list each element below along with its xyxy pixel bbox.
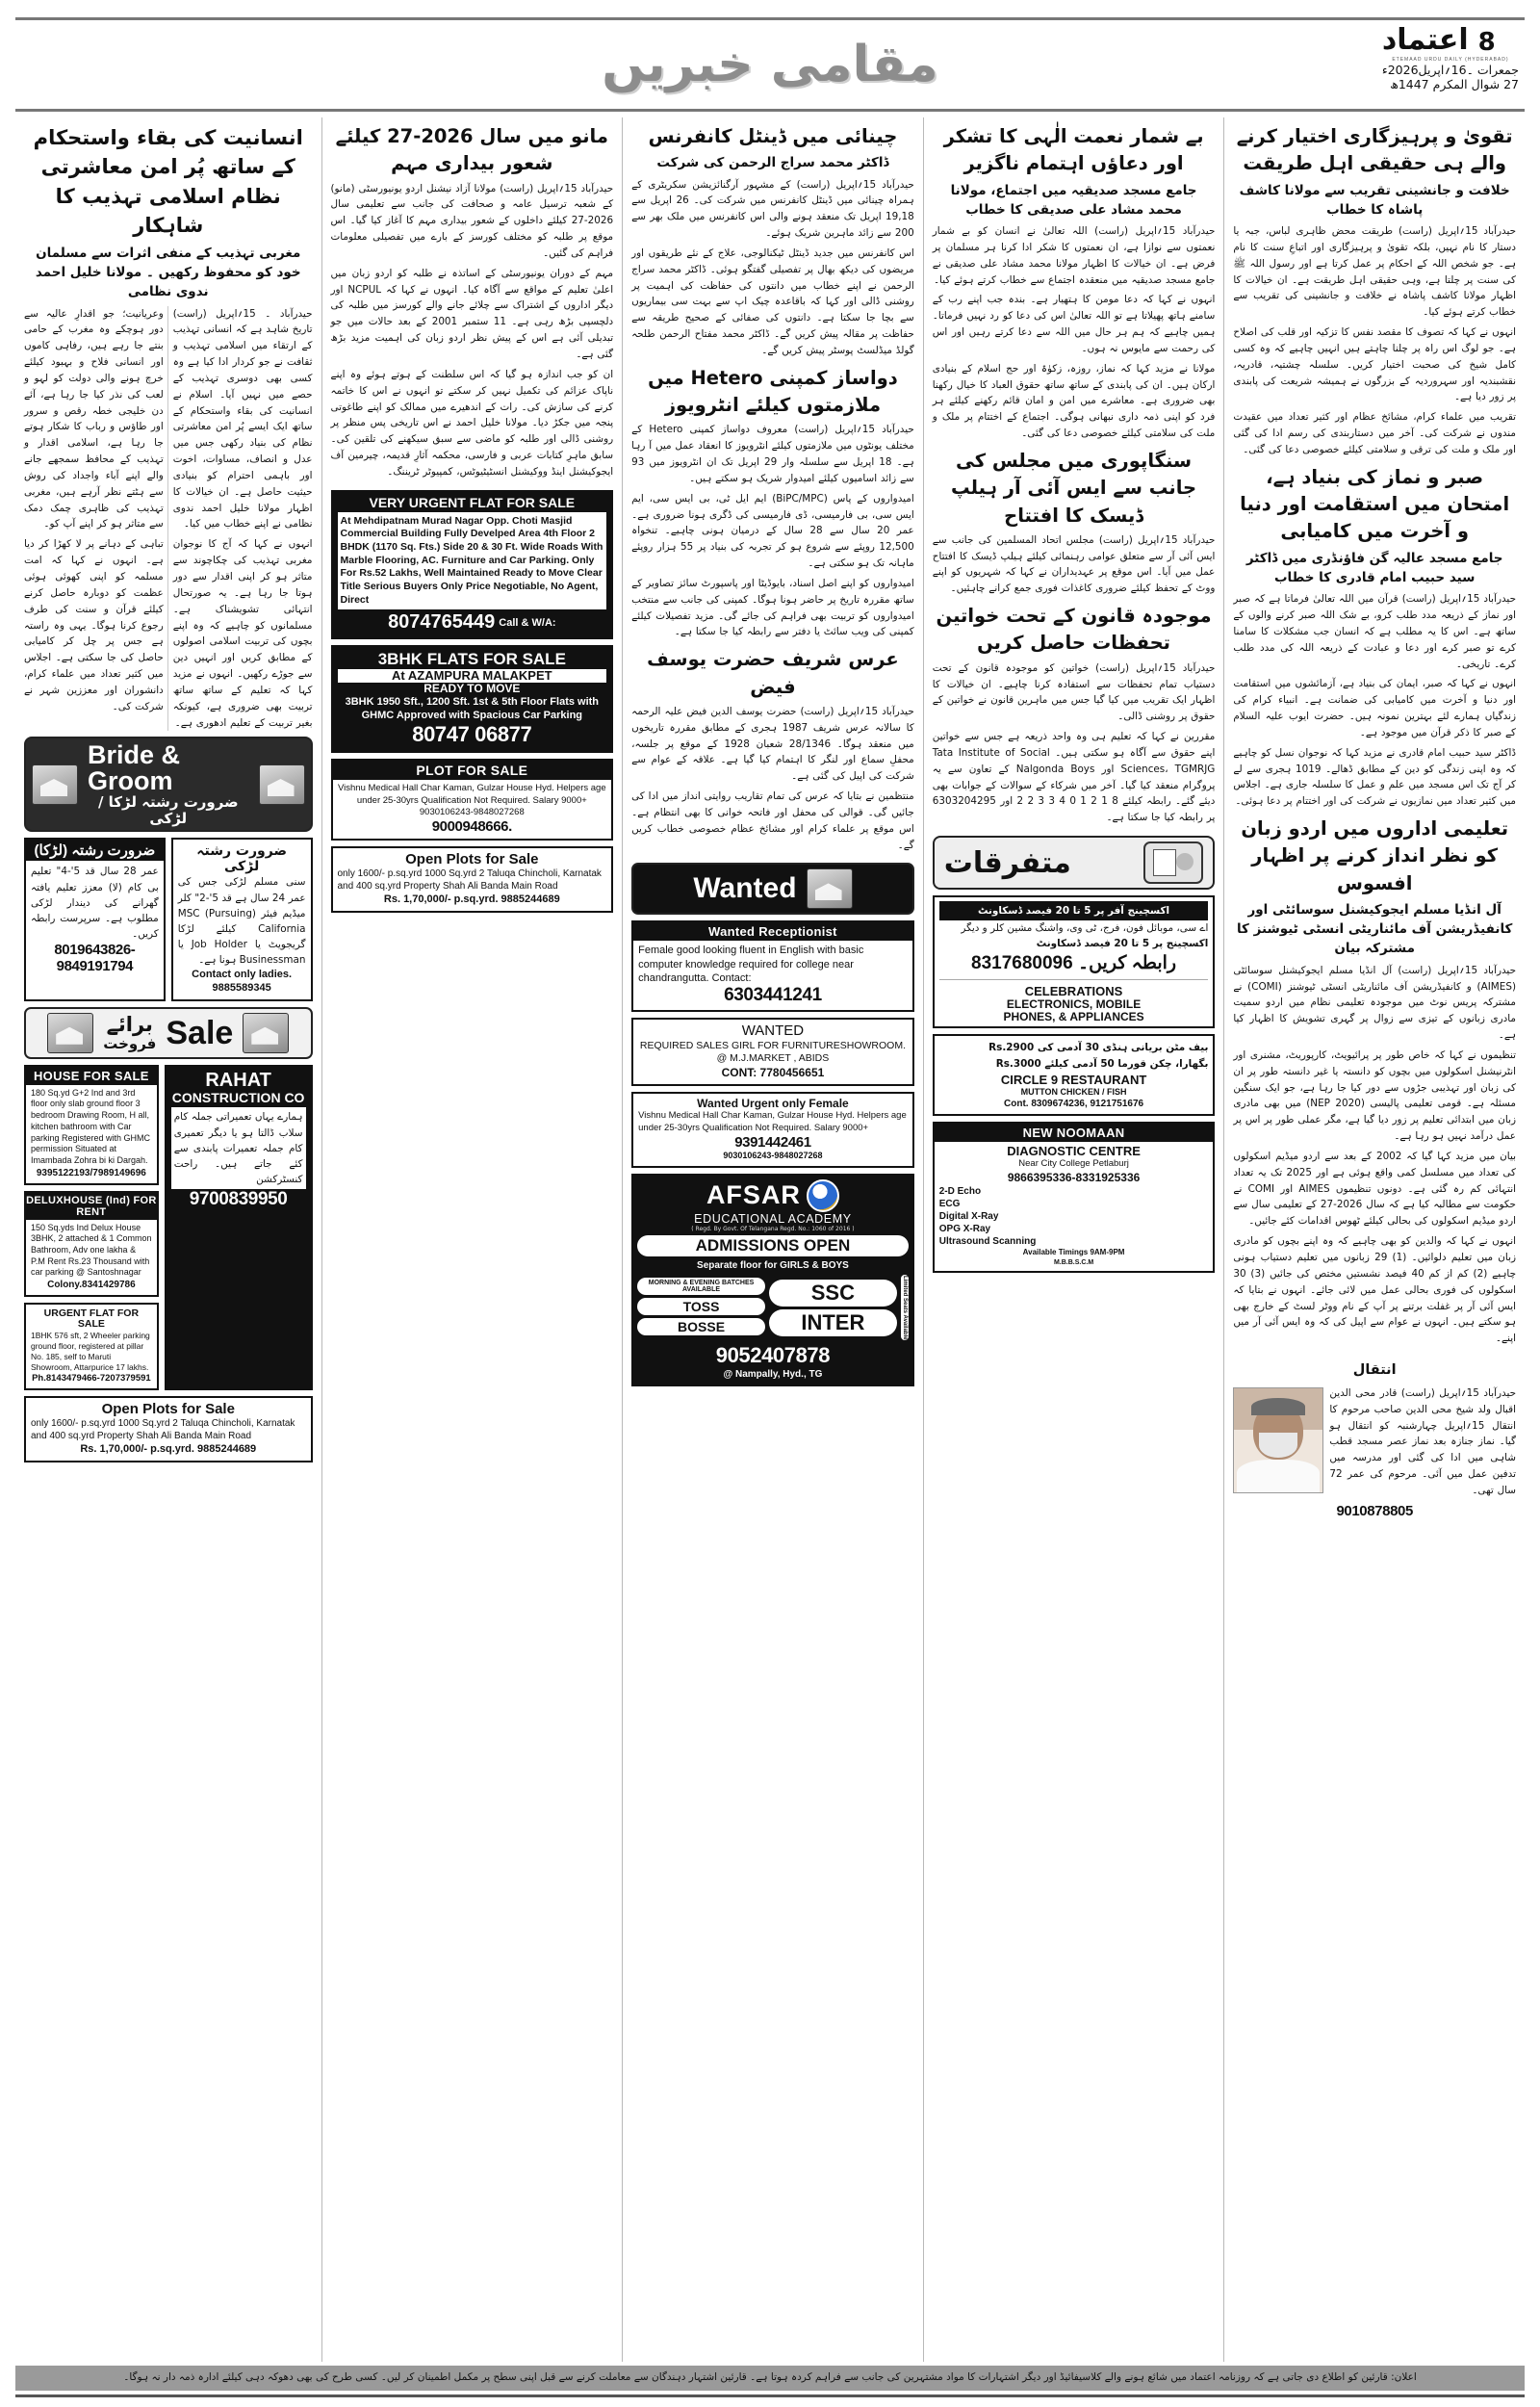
- receptionist-body: Female good looking fluent in English with basic computer knowledge required for college near chandrangutta. Contact:: [638, 945, 864, 985]
- ad-open-plots-sale-2[interactable]: [24, 1396, 313, 1462]
- urgent-flat-phone[interactable]: Ph.8143479466-7207379591: [32, 1372, 151, 1384]
- handshake-icon: [807, 868, 853, 909]
- ad-rishta-ladki[interactable]: [171, 838, 313, 1000]
- ad-open-plots[interactable]: [331, 846, 614, 912]
- groom-photo-icon: [32, 764, 78, 805]
- wanted-banner-title: Wanted: [693, 872, 797, 905]
- article-body: مولانا نے مزید کہا کہ نماز، روزہ، زکوٰۃ اور حج اسلام کے بنیادی ارکان ہیں۔ ان کی پابندی کے ساتھ ساتھ حقوق العباد کا خیال رکھنا بھی ضروری ہے۔ معاشرے میں امن و امان قائم رکھنے کیلئے ہر فرد کو اپنی ذمہ داری نبھانی ہوگی۔ اجتماع کے اختتام پر ملک و ملت کی سلامتی کیلئے خصوصی دعا کی گئی۔: [932, 362, 1216, 440]
- open-plots-body-2: only 1600/- p.sq.yrd 1000 Sq.yrd 2 Taluqa Chincholi, Karnatak and 400 sq.yrd Property Shah Ali Banda Main Road: [31, 1418, 295, 1442]
- brand-name: اعتماد: [1381, 23, 1469, 57]
- article-body: بیان میں مزید کہا گیا کہ 2002 کے بعد سے اردو میڈیم اسکولوں کی تعداد میں مسلسل کمی واقع ہوئی ہے اور 2025 تک یہ تعداد انتہائی کم رہ گئی ہے۔ دونوں تنظیموں AIMES اور COMI نے حکومت سے مطالبہ کیا ہے کہ سال 2026-27 کے تعلیمی سال سے اردو میڈیم اسکولوں کی بحالی کیلئے ٹھوس اقدامات کئے جائیں۔: [1233, 1150, 1516, 1228]
- headline-lead: انسانیت کی بقاء واستحکام کے ساتھ پُر امن معاشرتی نظام اسلامی تہذیب کا شاہکار: [33, 126, 303, 238]
- plot-title: PLOT FOR SALE: [333, 761, 612, 780]
- afsar-ssc: SSC: [769, 1280, 897, 1307]
- ad-very-urgent-flat[interactable]: [331, 490, 614, 640]
- celebrations-name2: ELECTRONICS, MOBILE: [1006, 996, 1142, 1011]
- article-body: حیدرآباد 15؍اپریل (راست) مولانا آزاد نیشنل اردو یونیورسٹی (مانو) کے شعبہ ترسیل عامہ و صحافت کی جانب سے تعلیمی سال 2026-27 کیلئے داخلوں کے شعور بیداری مہم کا آغاز کیا گیا۔ اس موقع پر طلبہ کو مختلف کورسز کے بارے میں تفصیلی معلومات فراہم کی گئیں۔: [330, 182, 614, 259]
- article-body: تقریب میں علماء کرام، مشائخ عظام اور کثیر تعداد میں عقیدت مندوں نے شرکت کی۔ آخر میں دستاربندی کی رسم ادا کی گئی اور ملک و ملت کی ترقی و سلامتی کیلئے خصوصی دعا کی گئی۔: [1233, 411, 1516, 455]
- classified-disclaimer: اعلان: قارئین کو اطلاع دی جاتی ہے کہ روزنامہ اعتماد میں شائع ہونے والے کلاسیفائیڈ اور دیگر اشتہارات کا مواد مشتہرین کی جانب سے فراہم کردہ ہوتا ہے۔ قارئین اشتہار دہندگان سے معاملت کرنے سے قبل اپنی سطح پر مکمل اطمینان کر لیں۔ کسی طرح کی بھی دھوکہ دہی کیلئے ادارہ ذمہ دار نہ ہوگا۔: [15, 2366, 1525, 2391]
- column-1: [15, 117, 321, 2362]
- article-body: انہوں نے کہا کہ آج کا نوجوان مغربی تہذیب کی چکاچوند سے متاثر ہو کر اپنی اقدار سے دور ہوتا جا رہا ہے۔ یہ صورتحال انتہائی تشویشناک ہے۔ مسلمانوں کو چاہیے کہ وہ اپنے بچوں کی تربیت اسلامی اصولوں کے مطابق کریں اور انہیں دین سے جوڑے رکھیں۔ انہوں نے مزید کہا کہ تعلیم کے ساتھ ساتھ تربیت بھی ضروری ہے، کیونکہ بغیر تربیت کے تعلیم ادھوری ہے۔: [172, 538, 313, 729]
- afsar-seats: Limited Seats Available: [901, 1275, 908, 1340]
- afsar-address: @ Nampally, Hyd., TG: [723, 1369, 823, 1381]
- ad-new-noomaan-diagnostic[interactable]: [933, 1122, 1216, 1272]
- house-sale-body: 180 Sq.yd G+2 Ind and 3rd floor only slab ground floor 3 bedroom Drawing Room, H all, kitchen bathroom with Car parking Registered with GHMC permission Situated at Imambada Zohra bi ki Dargah.: [31, 1087, 151, 1165]
- article-body: تباہی کے دہانے پر لا کھڑا کر دیا ہے۔ انہوں نے کہا کہ امت مسلمہ کو اپنی کھوئی ہوئی عظمت کو دوبارہ حاصل کرنے کیلئے قرآن و سنت کی طرف رجوع کرنا ہوگا۔ یہی وہ راستہ ہے جس پر چل کر کامیابی حاصل کی جا سکتی ہے۔ اجلاس میں کثیر تعداد میں علماء کرام، دانشوران اور معززین شہر نے شرکت کی۔: [24, 538, 164, 712]
- open-plots-body: only 1600/- p.sq.yrd 1000 Sq.yrd 2 Taluqa Chincholi, Karnatak and 400 sq.yrd Property Shah Ali Banda Main Road: [337, 868, 602, 893]
- headline-sabr: صبر و نماز کی بنیاد ہے، امتحان میں استقامت اور دنیا و آخرت میں کامیابی: [1240, 465, 1510, 543]
- article-body: حیدرآباد 15؍اپریل (راست) خواتین کو موجودہ قانون کے تحت دستیاب تمام تحفظات سے استفادہ کرنا چاہیے۔ ان خیالات کا اظہار ایک تقریب میں کیا گیا جس میں ماہرین قانون نے خواتین کے حقوق پر روشنی ڈالی۔: [932, 661, 1216, 723]
- article-body: حیدرآباد 15؍اپریل (راست) آل انڈیا مسلم ایجوکیشنل سوسائٹی (AIMES) و کانفیڈریشن آف مائناریٹی انسٹی ٹیوشنز (COMI) نے مشترکہ پریس نوٹ میں موجودہ تعلیمی نظام میں اردو سمیت مادری زبانوں کے تیزی سے زوال پر گہری تشویش کا اظہار کیا ہے۔: [1233, 964, 1516, 1042]
- subhead-masjid-siddiqia: جامع مسجد صدیقیہ میں اجتماع، مولانا محمد مشاد علی صدیقی کا خطاب: [950, 182, 1197, 218]
- afsar-inter: INTER: [769, 1309, 897, 1336]
- matrimonial-ads: [24, 737, 313, 1467]
- noomaan-address: Near City College Petlaburj: [1018, 1158, 1129, 1170]
- article-body: حیدرآباد 15؍اپریل (راست) حضرت یوسف الدین فیض علیہ الرحمہ کا سالانہ عرس شریف 1987 ہجری کے مطابق مقررہ تاریخوں میں منعقد ہوگا۔ 28/1346 شعبان 1928 کے موقع پر جلسہ، محفلِ سماع اور لنگر کا اہتمام کیا گیا ہے۔ علاقہ کے عوام سے شرکت کی اپیل کی گئی ہے۔: [631, 705, 914, 783]
- ad-wanted-sales-girl[interactable]: [631, 1018, 914, 1086]
- noomaan-service-1: ECG: [938, 1199, 961, 1210]
- rishta-ladki-body: سنی مسلم لڑکی جس کی عمر 24 سال ہے قد 5'-2" کلر میڈیم فیئر MSC (Pursuing) California کیلئے لڑکا گریجویٹ یا Job Holder یا Businessman ہونا ہے۔: [177, 876, 306, 967]
- noomaan-footer: M.B.B.S.C.M: [1053, 1258, 1094, 1266]
- headline-manuu-campaign: مانو میں سال 2026-27 کیلئے شعور بیداری مہم: [335, 125, 608, 175]
- circle9-name: CIRCLE 9 RESTAURANT: [1000, 1072, 1147, 1087]
- delux-phone[interactable]: Colony.8341429786: [47, 1280, 136, 1291]
- subhead-masjid-aaliya: جامع مسجد عالیہ گن فاؤنڈری میں ڈاکٹر سید حبیب امام قادری کا خطاب: [1245, 550, 1503, 585]
- rishta-ladka-heading: ضرورت رشتہ (لڑکا): [26, 840, 164, 861]
- noomaan-title2: DIAGNOSTIC CENTRE: [1007, 1144, 1141, 1159]
- subhead-lead: مغربی تہذیب کے منفی اثرات سے مسلمان خود کو محفوظ رکھیں ۔ مولانا خلیل احمد ندوی نظامی: [35, 245, 301, 300]
- ad-urgent-flat-sale[interactable]: [24, 1303, 159, 1390]
- article-body: انہوں نے کہا کہ صبر، ایمان کی بنیاد ہے، آزمائشوں میں استقامت اور دنیا و آخرت میں کامیابی کی ضمانت ہے۔ انبیاء کرام کی زندگیاں ہمارے لئے بہترین نمونہ ہیں۔ حضرت ایوب علیہ السلام کے صبر کا ذکر قرآن میں موجود ہے۔: [1233, 678, 1516, 738]
- headline-niamat: بے شمار نعمت الٰہی کا تشکر اور دعاؤں اہتمام ناگزیر: [943, 125, 1204, 175]
- very-urgent-flat-title: VERY URGENT FLAT FOR SALE: [369, 494, 576, 510]
- noomaan-service-0: 2-D Echo: [938, 1186, 982, 1198]
- ad-rahat-construction[interactable]: [165, 1065, 313, 1390]
- headline-hetero-jobs: دواساز کمپنی Hetero میں ملازمتوں کیلئے انٹرویوز: [648, 366, 898, 417]
- celebrations-name3: PHONES, & APPLIANCES: [1003, 1009, 1144, 1023]
- article-body: حیدرآباد 15؍اپریل (راست) معروف دواساز کمپنی Hetero کے مختلف یونٹوں میں ملازمتوں کیلئے انٹرویوز کا انعقاد عمل میں آ رہا ہے۔ 18 اپریل سے سلسلہ وار 29 اپریل تک ان انٹرویوز میں 93 سے زائد اسامیوں کیلئے امیدوار شریک ہو سکتے ہیں۔: [631, 424, 914, 484]
- bhk3-ready: READY TO MOVE: [424, 681, 521, 695]
- bride-groom-title-en: Bride & Groom: [88, 740, 181, 796]
- ad-3bhk-flats[interactable]: [331, 645, 614, 753]
- open-plots-title: Open Plots for Sale: [405, 851, 539, 868]
- afsar-bosse: BOSSE: [637, 1318, 765, 1335]
- wanted-female-body: Vishnu Medical Hall Char Kaman, Gulzar House Hyd. Helpers age under 25-30yrs Qualification Not Required. Salary 9000+: [638, 1110, 907, 1133]
- biryani-line1: بیف مٹن بریانی ہنڈی 30 آدمی کی Rs.2900: [988, 1042, 1209, 1054]
- ad-biryani-circle9[interactable]: [933, 1034, 1216, 1116]
- article-body: مہم کے دوران یونیورسٹی کے اساتذہ نے طلبہ کو اردو زبان میں اعلیٰ تعلیم کے مواقع سے آگاہ کیا۔ انہوں نے کہا کہ NCPUL اور دیگر اداروں کے اشتراک سے چلائے جانے والے کورسز میں طلبہ کی دلچسپی بڑھ رہی ہے۔ 11 ستمبر 2001 کے بعد حالات میں جو تبدیلی آئی ہے اس کے پیش نظر اردو زبان کی اہمیت مزید بڑھ گئی ہے۔: [330, 267, 614, 360]
- wanted-female-phone2[interactable]: 9030106243-9848027268: [723, 1151, 823, 1161]
- rahat-name2: CONSTRUCTION CO: [171, 1090, 305, 1106]
- ad-wanted-female[interactable]: [631, 1092, 914, 1167]
- urgent-flat-body: 1BHK 576 sft, 2 Wheeler parking ground floor, registered at pillar No. 185, self to Maruti Showroom, Attarpurice 17 lakhs.: [31, 1330, 150, 1372]
- plot-body: Vishnu Medical Hall Char Kaman, Gulzar House Hyd. Helpers age under 25-30yrs Qualification Not Required. Salary 9000+ 9030106243-9848027268: [338, 783, 606, 817]
- headline-dental-conference: چینائی میں ڈینٹل کانفرنس: [648, 125, 898, 147]
- bhk3-phone[interactable]: 80747 06877: [412, 722, 532, 747]
- noomaan-service-2: Digital X-Ray: [938, 1211, 999, 1223]
- article-body: ان کو جب اندازہ ہو گیا کہ اس سلطنت کے ہوتے ہوئے وہ اپنے ناپاک عزائم کی تکمیل نہیں کر سکتے تو انہوں نے اس کا خاتمہ کرنے کی سازش کی۔ رات کے اندھیرے میں ممالک کو اپنے طاغوتی پنجہ میں جکڑ دیا۔ مولانا خلیل احمد نے اس تاریخی پس منظر پر روشنی ڈالی اور طلبہ کو ماضی سے سبق سیکھنے کی تلقین کی۔ سابق ماہرِ کتابات عربی و فارسی، محکمہ آثارِ قدیمہ، چیرمین آف ایجوکیشنل اینڈ ووکیشنل انسٹیٹیوٹس، کمپیوٹر ٹریننگ۔: [330, 368, 614, 478]
- exchange-offer-line2: اے سی، موبائل فون، فرج، ٹی وی، واشنگ مشین کلر و دیگر: [961, 922, 1209, 935]
- subhead-khilafat: خلافت و جانشینی تقریب سے مولانا کاشف پاشاہ کا خطاب: [1239, 182, 1510, 218]
- subhead-dr-siraj: ڈاکٹر محمد سراج الرحمن کی شرکت: [656, 155, 889, 171]
- lead-article-body: [24, 306, 313, 732]
- article-body: انہوں نے کہا کہ والدین کو بھی چاہیے کہ وہ اپنے بچوں کو مادری زبان میں تعلیم دلوائیں۔ (1) 29 زبانوں میں تعلیم دستیاب ہونی چاہیے (2) کم از کم 40 فیصد نشستیں مختص کی جائیں (3) 30 اسکولوں کی فوری بحالی عمل میں لائی جائے۔ انہوں نے بتایا کہ ایس آئی آر پر غفلت برتنے پر آپ کے نام ووٹر لسٹ کے خارج بھی ہو سکتے ہیں۔ انہوں نے عوام سے اپیل کی کہ وہ ایس آئی آر میں اپنے۔: [1233, 1235, 1517, 1345]
- article-body: منتظمین نے بتایا کہ عرس کی تمام تقاریب روایتی انداز میں ادا کی جائیں گی۔ قوالی کی محفل اور فاتحہ خوانی کا بھی انتظام ہے۔ اس موقع پر علماء کرام اور مشائخ عظام خصوصی خطاب کریں گے۔: [631, 790, 914, 851]
- property-pair-1: [24, 1065, 313, 1396]
- misc-banner-title: متفرقات: [943, 845, 1071, 880]
- rishta-ladka-body: عمر 28 سال قد 5'-4" تعلیم بی کام (لا) معزز تعلیم یافتہ گھرانے کی دیندار لڑکی مطلوب ہے۔ سرپرست رابطہ کریں۔: [31, 866, 159, 940]
- house-icon-left: [243, 1013, 289, 1053]
- circle9-phone[interactable]: Cont. 8309674236, 9121751676: [1004, 1099, 1144, 1110]
- headline-urs-sharif: عرس شریف حضرت یوسف فیض: [647, 648, 899, 698]
- celebrations-name1: CELEBRATIONS: [1024, 983, 1123, 998]
- article-body: انہوں نے کہا کہ دعا مومن کا ہتھیار ہے۔ بندہ جب اپنے رب کے سامنے ہاتھ پھیلاتا ہے تو اللہ تعالیٰ اس کی دعا کو رد نہیں فرماتا۔ ہمیں چاہیے کہ ہم ہر حال میں اللہ سے دعا کرتے رہیں اور اس کی رحمت سے مایوس نہ ہوں۔: [932, 294, 1216, 354]
- obituary-photo: [1233, 1387, 1323, 1493]
- wanted-sales-contact[interactable]: CONT: 7780456651: [721, 1065, 825, 1079]
- very-urgent-flat-call-label: Call & W/A:: [499, 616, 556, 629]
- footer-rule: [15, 2394, 1525, 2397]
- delux-title: DELUXHOUSE (Ind) FOR RENT: [26, 1194, 157, 1218]
- afsar-name: AFSAR: [706, 1180, 801, 1210]
- noomaan-title1: NEW NOOMAAN: [935, 1124, 1214, 1142]
- rishta-ladka-contact[interactable]: 8019643826-9849191794: [54, 942, 136, 975]
- article-body: امیدواروں کے پاس (BiPC/MPC) ایم ایل ٹی، بی ایس سی، ایم ایس سی، بی فارمیسی، ڈی فارمیسی کی ڈگری ہونا ضروری ہے۔ عمر 20 سال سے 28 سال کے درمیان ہونی چاہیے۔ تنخواہ 12,500 روپئے سے شروع ہو کر تجربہ کی بنیاد پر 55 ہزار روپئے ماہانہ تک ہو سکتی ہے۔: [631, 492, 914, 570]
- bride-groom-title-ur: ضرورت رشتہ لڑکا / لڑکی: [97, 793, 239, 827]
- bride-photo-icon: [259, 764, 305, 805]
- article-body: ڈاکٹر سید حبیب امام قادری نے مزید کہا کہ نوجوان نسل کو چاہیے کہ وہ اپنی زندگی کو دین کے مطابق ڈھالے۔ 1019 ہجری سے لے کر آج تک اس مسجد میں علم و عمل کا سلسلہ جاری ہے۔ اجلاس میں کثیر تعداد میں نمازیوں نے شرکت کی اور اختتام پر دعا ہوئی۔: [1233, 746, 1516, 808]
- wanted-banner: [631, 863, 914, 915]
- hand-document-icon: [1143, 841, 1203, 884]
- wanted-ads-column: [631, 863, 914, 1392]
- headline-taqwa: تقویٰ و پرہیزگاری اختیار کرنے والے ہی حقیقی اہل طریقت: [1236, 125, 1513, 175]
- afsar-admissions-open: ADMISSIONS OPEN: [637, 1235, 909, 1256]
- article-body: حیدرآباد 15؍اپریل (راست) کے مشہور آرگنائزیشن سکریٹری کے ہمراہ چینائی میں ڈینٹل کانفرنس میں شرکت کی۔ 26 اپریل سے 19,18 اپریل تک منعقد ہونے والی اس کانفرنس میں ملک بھر سے 200 سے زائد ماہرین شریک ہوئے۔: [631, 178, 914, 240]
- biryani-line2: بگھارا، چکن قورما 50 آدمی کیلئے Rs.3000: [995, 1057, 1209, 1070]
- property-stack: [24, 1065, 159, 1396]
- matrimonial-pair: [24, 838, 313, 1006]
- afsar-toss: TOSS: [637, 1298, 765, 1315]
- article-body: حیدرآباد 15؍اپریل (راست) مجلس اتحاد المسلمین کی جانب سے ایس آئی آر سے متعلق عوامی رہنمائی کیلئے ہیلپ ڈیسک کا افتتاح عمل میں آیا۔ اس موقع پر عہدیداران نے کہا کہ شہریوں کو اپنے ووٹ کے تحفظ کیلئے ضروری کاغذات فوری جمع کرانے چاہئیں۔: [932, 533, 1216, 595]
- circle9-sub: MUTTON CHICKEN / FISH: [1020, 1086, 1127, 1097]
- plot-phone[interactable]: 9000948666.: [431, 818, 512, 836]
- headline-sir-helpdesk: سنگاپوری میں مجلس کی جانب سے ایس آئی آر ہیلپ ڈیسک کا افتتاح: [951, 450, 1197, 527]
- open-plots-title-2: Open Plots for Sale: [101, 1401, 235, 1418]
- open-plots-line2[interactable]: Rs. 1,70,000/- p.sq.yrd. 9885244689: [383, 893, 560, 906]
- ad-exchange-celebrations[interactable]: [933, 895, 1216, 1028]
- noomaan-service-3: OPG X-Ray: [938, 1224, 991, 1235]
- misc-banner: [933, 836, 1216, 890]
- misc-ads-column: [933, 836, 1216, 1279]
- headline-urdu-neglect: تعلیمی اداروں میں اردو زبان کو نظر انداز کرنے پر اظہار افسوس: [1241, 817, 1509, 894]
- obituary-heading: انتقال: [1352, 1362, 1397, 1379]
- column-2: [321, 117, 623, 2362]
- article-body: انہوں نے کہا کہ تصوف کا مقصد نفس کا تزکیہ اور قلب کی اصلاح ہے۔ جو لوگ اس راہ پر چلنا چاہتے ہیں انہیں چاہیے کہ وہ کسی کامل شیخ کی صحبت اختیار کریں۔ سلسلہ چشتیہ، قادریہ، نقشبندیہ اور سہروردیہ کے بزرگوں نے ہمیشہ شریعت کی پابندی پر زور دیا ہے۔: [1233, 326, 1516, 403]
- bride-groom-banner: [24, 737, 313, 832]
- afsar-academy-label: EDUCATIONAL ACADEMY: [694, 1211, 852, 1226]
- rahat-name1: RAHAT: [205, 1069, 271, 1091]
- article-body: حیدرآباد ۔ 15؍اپریل (راست) تاریخ شاہد ہے کہ انسانی تہذیب کے ارتقاء میں اسلامی تہذیب و ثقافت نے جو کردار ادا کیا ہے وہ کسی بھی دوسری تہذیب کے حصے میں نہیں آیا۔ اسلام نے انسانیت کی بقاء واستحکام کے ساتھ ایک ایسے پُر امن معاشرتی نظام کی بنیاد رکھی جس میں عدل و انصاف، مساوات، اخوت اور باہمی احترام کو بنیادی حیثیت حاصل ہے۔ ان خیالات کا اظہار مولانا خلیل احمد ندوی نظامی نے اپنے خطاب میں کیا۔: [172, 307, 313, 531]
- columns-container: [15, 117, 1525, 2362]
- urgent-flat-title: URGENT FLAT FOR SALE: [43, 1307, 140, 1331]
- date-hijri: 27 شوال المکرم 1447ھ: [1390, 77, 1519, 92]
- article-body: وعریانیت؛ جو اقدارِ عالیہ سے دور ہوچکے وہ مغرب کے حامی بنتے جا رہے ہیں، رفاہی کاموں اور انسانی فلاح و بہبود کیلئے خرچ ہونے والی دولت کو لہو و لعب کی نذر کیا جا رہا ہے، آئے دن خلیجی خطہ رقص و سرور اور طاؤس و رباب کا شکار ہوتے جا رہا ہے، اسلامی اقدار و تہذیب کے محافظ سمجھے جانے والے اپنے آباء واجداد کی روش سے ہٹتے نظر آرہے ہیں، مغربی تہذیب کی ظاہری چمک دمک سے متاثر ہو کر اپنے آپ کو۔: [24, 307, 164, 531]
- afsar-crest-icon: [807, 1179, 839, 1212]
- obituary-text: حیدرآباد 15؍اپریل (راست) قادر محی الدین اقبال ولد شیخ محی الدین صاحب مرحوم کا انتقال 15؍اپریل چہارشنبہ کو انتقال ہو گیا۔ نماز جنازہ بعد نماز عصر مسجد قطب شاہی میں ادا کی گئی اور مدرسہ میں تدفین عمل میں آئی۔ مرحوم کی عمر 72 سال تھی۔: [1329, 1386, 1517, 1496]
- property-ads-column-2: [331, 490, 614, 919]
- brand-subtitle: ETEMAAD URDU DAILY (HYDERABAD): [1392, 56, 1509, 63]
- subhead-aimes-comi: آل انڈیا مسلم ایجوکیشنل سوسائٹی اور کانفیڈریشن آف مائناریٹی انسٹی ٹیوشنز کا مشترکہ بیان: [1236, 901, 1513, 957]
- afsar-batches: MORNING & EVENING BATCHES AVAILABLE: [637, 1278, 765, 1295]
- rahat-body: ہمارے یہاں تعمیراتی جملہ کام سلاب ڈالتا ہو یا دیگر تعمیری کام جملہ تعمیرات پابندی سے کئے جاتے ہیں۔ راحت کنسٹرکشن: [171, 1107, 306, 1189]
- bhk3-body: 3BHK 1950 Sft., 1200 Sft. 1st & 5th Floor Flats with GHMC Approved with Spacious Car Parking: [345, 695, 600, 721]
- house-sale-phone[interactable]: 9395122193/7989149696: [36, 1167, 146, 1178]
- obituary-block: [1233, 1385, 1516, 1503]
- wanted-female-title: Wanted Urgent only Female: [697, 1097, 849, 1111]
- exchange-offer-line3: اکسچینج پر 5 تا 20 فیصد ڈسکاونٹ: [1036, 938, 1209, 950]
- afsar-regd: ( Regd. By Govt. Of Telangana Regd. No.: 1060 of 2016 ): [691, 1225, 855, 1232]
- article-body: مقررین نے کہا کہ تعلیم ہی وہ واحد ذریعہ ہے جس سے خواتین اپنے حقوق سے آگاہ ہو سکتی ہیں۔ Tata Institute of Social Sciences، TGMRJG اور Nalgonda Boys کے تعاون سے یہ پروگرام منعقد کیا گیا۔ آخر میں شرکاء کے سوالات کے جوابات بھی دیئے گئے۔ رابطہ کیلئے 8 1 2 1 0 4 3 3 2 2 اور 6303204295 پر رابطہ کیا جا سکتا ہے۔: [932, 731, 1216, 824]
- rahat-phone[interactable]: 9700839950: [189, 1189, 288, 1210]
- very-urgent-flat-body: At Mehdipatnam Murad Nagar Opp. Choti Masjid Commercial Building Fully Develped Area 4th Floor 2 BHDK (1170 Sq. Fts.) Side 20 & 30 Ft. Wide Roads With Marble Flooring, AC. Furniture and Car Parking. Only For Rs.52 Lakhs, Well Maintained Ready to Move Clear Title Serious Buyers Only Price Negotiable, No Agent, Direct: [340, 514, 603, 606]
- article-body: حیدرآباد 15؍اپریل (راست) طریقت محض ظاہری لباس، جبہ یا دستار کا نام نہیں، بلکہ تقویٰ و پرہیزگاری اور اتباعِ سنت کا نام ہے۔ جو شخص اللہ کے احکام پر عمل کرتا ہے اور رسول اللہ ﷺ کی سنت پر چلتا ہے، وہی حقیقی اہل طریقت ہے۔ ان خیالات کا اظہار مولانا کاشف پاشاہ نے خلافت و جانشینی کی تقریب سے خطاب کرتے ہوئے کیا۔: [1233, 225, 1516, 319]
- ad-delux-house-rent[interactable]: [24, 1191, 159, 1297]
- delux-body: 150 Sq.yds Ind Delux House 3BHK, 2 attached & 1 Common Bathroom, Adv one lakha & P.M Rent Rs.23 Thousand with car parking @ Santoshnagar: [31, 1222, 152, 1278]
- column-3: [622, 117, 923, 2362]
- column-4: [923, 117, 1224, 2362]
- sale-banner: [24, 1007, 313, 1059]
- wanted-female-phone[interactable]: 9391442461: [734, 1134, 811, 1152]
- obituary-phone[interactable]: 9010878805: [1336, 1502, 1413, 1519]
- sale-title-ur: برائے فروخت: [103, 1012, 157, 1053]
- date-gregorian: جمعرات ۔16؍اپریل2026ء: [1381, 62, 1519, 77]
- afsar-phone[interactable]: 9052407878: [715, 1343, 831, 1368]
- headline-women-rights: موجودہ قانون کے تحت خواتین تحفظات حاصل کریں: [936, 605, 1212, 655]
- column-5: [1223, 117, 1525, 2362]
- ad-house-for-sale[interactable]: [24, 1065, 159, 1185]
- ad-rishta-ladka[interactable]: [24, 838, 166, 1000]
- page-number: 8: [1477, 28, 1496, 57]
- article-body: امیدواروں کو اپنے اصل اسناد، بایوڈیٹا اور پاسپورٹ سائز تصاویر کے ساتھ مقررہ تاریخ پر حاضر ہونا ہوگا۔ کمپنی کی جانب سے منتخب امیدواروں کو تربیت بھی فراہم کی جائے گی۔ مزید تفصیلات کیلئے کمپنی کی ویب سائٹ یا دفتر سے رابطہ کیا جا سکتا ہے۔: [631, 577, 914, 638]
- article-body: حیدرآباد 15؍اپریل (راست) اللہ تعالیٰ نے انسان کو بے شمار نعمتوں سے نوازا ہے، ان نعمتوں کا شکر ادا کرنا ہر مسلمان پر فرض ہے۔ ان خیالات کا اظہار مولانا محمد مشاد علی صدیقی نے جامع مسجد صدیقیہ میں منعقدہ اجتماع سے خطاب کرتے ہوئے کیا۔: [932, 225, 1216, 286]
- house-sale-title: HOUSE FOR SALE: [26, 1067, 157, 1085]
- receptionist-phone[interactable]: 6303441241: [724, 985, 822, 1006]
- exchange-offer-line1: اکسچینج آفر پر 5 تا 20 فیصد ڈسکاونٹ: [939, 901, 1209, 920]
- open-plots-line2-2[interactable]: Rs. 1,70,000/- p.sq.yrd. 9885244689: [80, 1443, 257, 1456]
- exchange-phone[interactable]: رابطہ کریں۔ 8317680096: [971, 952, 1177, 973]
- rishta-ladki-contact[interactable]: Contact only ladies. 9885589345: [192, 969, 293, 995]
- page-title: مقامی خبریں: [602, 36, 938, 93]
- bhk3-location: At AZAMPURA MALAKPET: [338, 669, 607, 683]
- noomaan-phones[interactable]: 9866395336-8331925336: [1007, 1170, 1141, 1184]
- house-icon-right: [47, 1013, 93, 1053]
- wanted-sales-title: WANTED: [741, 1022, 805, 1040]
- noomaan-service-4: Ultrasound Scanning: [938, 1236, 1037, 1248]
- rishta-ladki-heading: ضرورت رشتہ لڑکی: [196, 843, 287, 875]
- article-body: حیدرآباد 15؍اپریل (راست) قرآن میں اللہ تعالیٰ فرماتا ہے کہ صبر اور نماز کے ذریعہ مدد طلب کرو، بے شک اللہ صبر کرنے والوں کے ساتھ ہے۔ اس کا یہ مطلب ہے کہ انسان جب مشکلات کا سامنا کرے تو صبر کرے اور دعا و عبادت کے ذریعہ اللہ کی مدد طلب کرے۔ تاریخی۔: [1233, 593, 1516, 670]
- wanted-sales-body: REQUIRED SALES GIRL FOR FURNITURESHOWROOM. @ M.J.MARKET , ABIDS: [639, 1039, 906, 1065]
- receptionist-title: Wanted Receptionist: [633, 922, 912, 941]
- ad-wanted-receptionist[interactable]: [631, 920, 914, 1012]
- ad-afsar-academy[interactable]: [631, 1174, 914, 1387]
- masthead: [15, 17, 1525, 112]
- masthead-identity: [1382, 22, 1519, 92]
- article-body: تنظیموں نے کہا کہ خاص طور پر پرائیویٹ، کارپوریٹ، مشنری اور انٹرنیشنل اسکولوں میں بچوں کو دانستہ یا غیر دانستہ طور پر ان کی زبان اور تہذیبی جڑوں سے دور کیا جا رہا ہے، جو ایک سنگین مسئلہ ہے۔ قومی تعلیمی پالیسی (NEP 2020) میں بھی مادری زبان میں ابتدائی تعلیم پر زور دیا گیا ہے، مگر عملی طور پر اس پر عمل درآمد نہیں ہو رہا ہے۔: [1233, 1048, 1516, 1143]
- very-urgent-flat-phone[interactable]: 8074765449: [388, 611, 496, 634]
- afsar-separate-floor: Separate floor for GIRLS & BOYS: [697, 1259, 849, 1271]
- ad-plot-for-sale[interactable]: [331, 759, 614, 841]
- bhk3-title: 3BHK FLATS FOR SALE: [377, 650, 566, 669]
- sale-title-en: Sale: [166, 1014, 234, 1051]
- noomaan-note: Available Timings 9AM-9PM: [1022, 1248, 1125, 1257]
- article-body: اس کانفرنس میں جدید ڈینٹل ٹیکنالوجی، علاج کے نئے طریقوں اور مریضوں کی دیکھ بھال پر تفصیلی گفتگو ہوئی۔ ڈاکٹر محمد سراج الرحمن نے اپنے خطاب میں دانتوں کی حفاظت کی اہمیت پر روشنی ڈالی اور کہا کہ باقاعدہ چیک اپ سے بہت سی بیماریوں سے بچا جا سکتا ہے۔ دانتوں کی صفائی کے صحیح طریقہ سے حفاظت پر مقالہ پیش کریں گے۔ ڈاکٹر محمد مفتاح الرحمن طلحہ گولڈ میڈلسٹ پوسٹر پیش کریں گے۔: [631, 246, 914, 356]
